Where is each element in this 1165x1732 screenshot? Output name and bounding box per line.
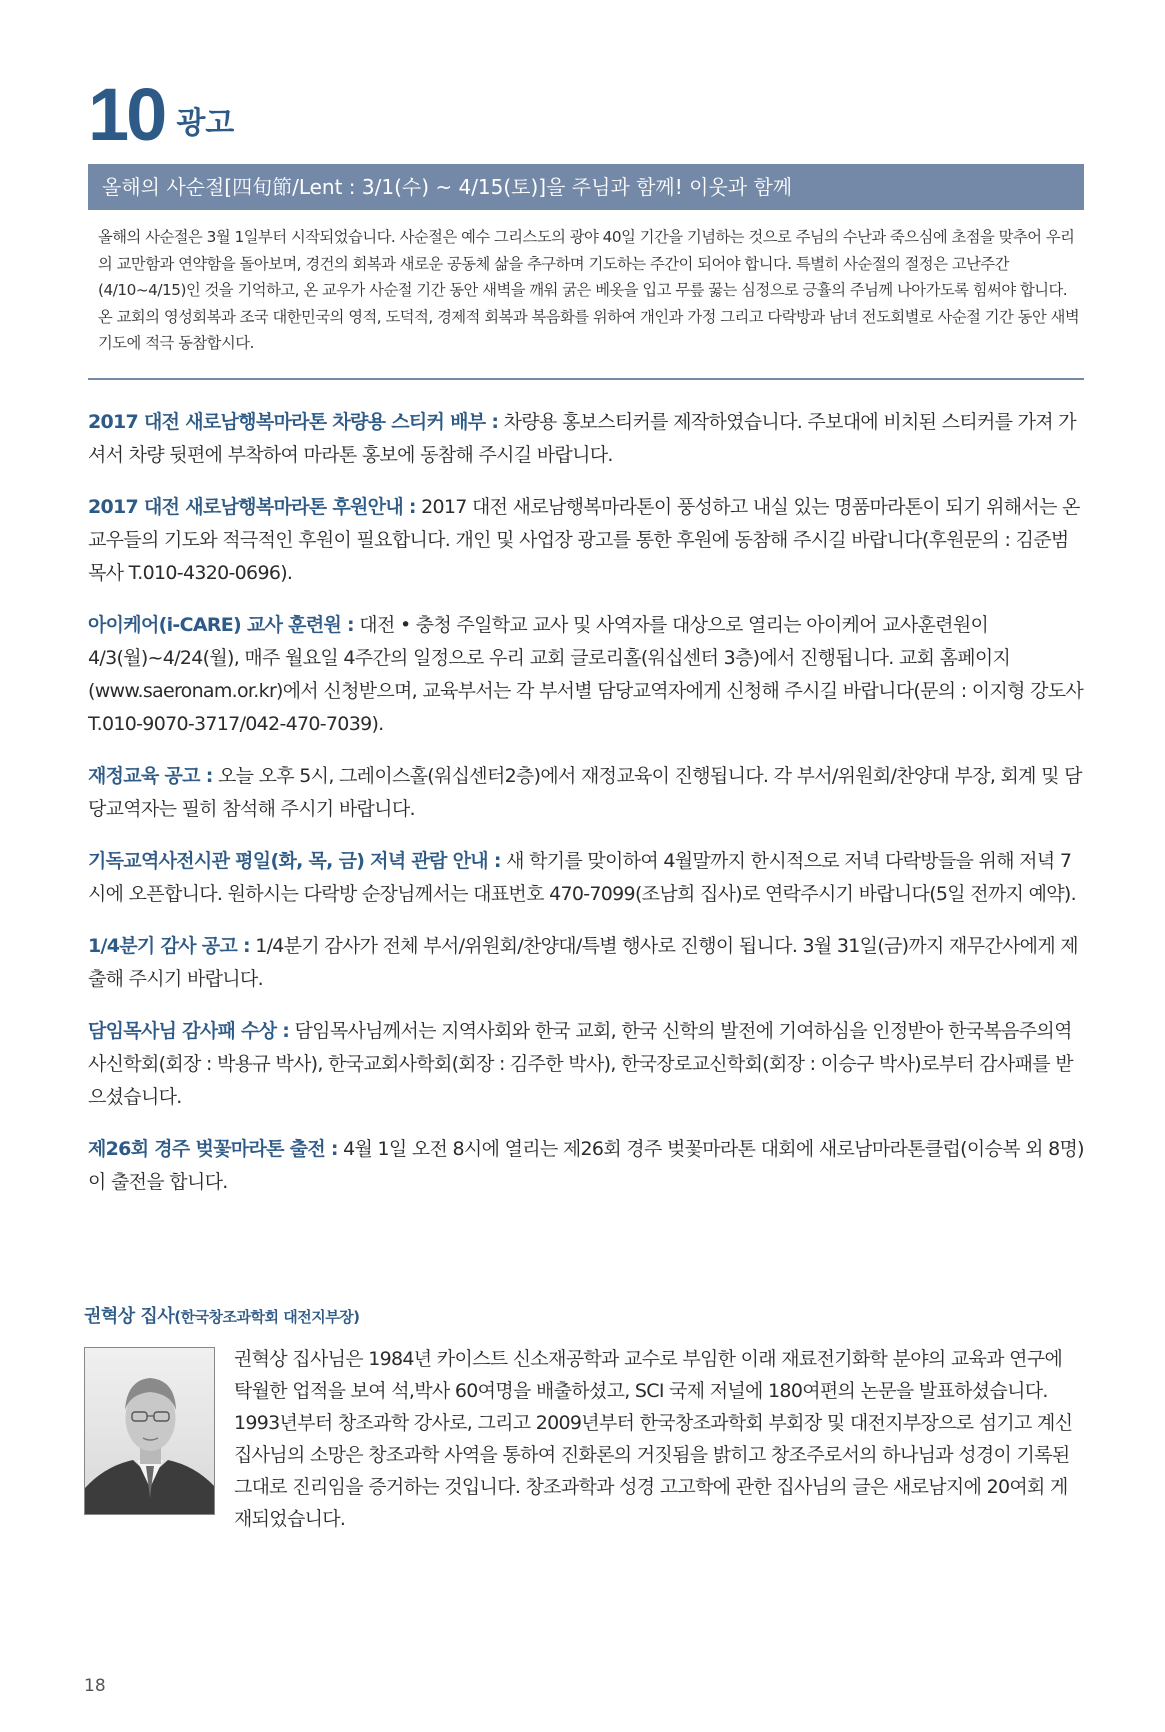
lent-banner: 올해의 사순절[四旬節/Lent : 3/1(수) ~ 4/15(토)]을 주님과 함께! 이웃과 함께 (88, 164, 1084, 210)
notice-item (88, 930, 1084, 996)
notice-heading: 담임목사님 감사패 수상 : (88, 1020, 290, 1042)
notice-list (88, 406, 1084, 1218)
notice-heading: 1/4분기 감사 공고 : (88, 935, 250, 957)
notice-body: 오늘 오후 5시, 그레이스홀(워십센터2층)에서 재정교육이 진행됩니다. 각 부서/위원회/찬양대 부장, 회계 및 담당교역자는 필히 참석해 주시기 바랍니다. (88, 765, 1082, 820)
notice-item (88, 1015, 1084, 1114)
notice-body: 1/4분기 감사가 전체 부서/위원회/찬양대/특별 행사로 진행이 됩니다. 3월 31일(금)까지 재무간사에게 제출해 주시기 바랍니다. (88, 935, 1078, 990)
notice-item (88, 609, 1084, 741)
section-header (88, 73, 235, 156)
notice-item (88, 491, 1084, 590)
notice-heading: 기독교역사전시관 평일(화, 목, 금) 저녁 관람 안내 : (88, 850, 501, 872)
profile-affiliation: (한국창조과학회 대전지부장) (174, 1308, 360, 1326)
divider (88, 378, 1084, 380)
notice-body: 담임목사님께서는 지역사회와 한국 교회, 한국 신학의 발전에 기여하심을 인정받아 한국복음주의역사신학회(회장 : 박용규 박사), 한국교회사학회(회장 : 김주한 박사), 한국장로교신학회(회장 : 이승구 박사)로부터 감사패를 받으셨습니다. (88, 1020, 1073, 1108)
lent-intro-paragraph: 올해의 사순절은 3월 1일부터 시작되었습니다. 사순절은 예수 그리스도의 광야 40일 기간을 기념하는 것으로 주님의 수난과 죽으심에 초점을 맞추어 우리의 교만함과 연약함을 돌아보며, 경건의 회복과 새로운 공동체 삶을 추구하며 기도하는 주간이 되어야 합니다. 특별히 사순절의 절정은 고난주간(4/10~4/15)인 것을 기억하고, 온 교우가 사순절 기간 동안 새벽을 깨워 굵은 베옷을 입고 무릎 꿇는 심정으로 긍휼의 주님께 나아가도록 힘써야 합니다. 온 교회의 영성회복과 조국 대한민국의 영적, 도덕적, 경제적 회복과 복음화를 위하여 개인과 가정 그리고 다락방과 남녀 전도회별로 사순절 기간 동안 새벽기도에 적극 동참합시다. (98, 228, 1080, 352)
notice-body: 4월 1일 오전 8시에 열리는 제26회 경주 벚꽃마라톤 대회에 새로남마라톤클럽(이승복 외 8명)이 출전을 합니다. (88, 1138, 1084, 1193)
section-title: 광고 (176, 106, 235, 141)
profile-name: 권혁상 집사 (84, 1306, 175, 1327)
notice-heading: 2017 대전 새로남행복마라톤 차량용 스티커 배부 : (88, 411, 499, 433)
portrait-image (85, 1348, 215, 1515)
notice-heading: 재정교육 공고 : (88, 765, 213, 787)
profile-heading (84, 1302, 360, 1328)
notice-heading: 2017 대전 새로남행복마라톤 후원안내 : (88, 496, 416, 518)
page-number: 18 (84, 1676, 106, 1696)
profile-photo (84, 1347, 215, 1515)
notice-body: 차량용 홍보스티커를 제작하였습니다. 주보대에 비치된 스티커를 가져 가셔서 차량 뒷편에 부착하여 마라톤 홍보에 동참해 주시길 바랍니다. (88, 411, 1076, 466)
section-number: 10 (88, 73, 165, 156)
notice-body: 대전 • 충청 주일학교 교사 및 사역자를 대상으로 열리는 아이케어 교사훈련원이 4/3(월)~4/24(월), 매주 월요일 4주간의 일정으로 우리 교회 글로리홀(워십센터 3층)에서 진행됩니다. 교회 홈페이지(www.saeronam.or.kr)에서 신청받으며, 교육부서는 각 부서별 담당교역자에게 신청해 주시길 바랍니다(문의 : 이지형 강도사 T.010-9070-3717/042-470-7039). (88, 614, 1084, 735)
notice-item (88, 1133, 1084, 1199)
profile-bio: 권혁상 집사님은 1984년 카이스트 신소재공학과 교수로 부임한 이래 재료전기화학 분야의 교육과 연구에 탁월한 업적을 보여 석,박사 60여명을 배출하셨고, SCI 국제 저널에 180여편의 논문을 발표하셨습니다. 1993년부터 창조과학 강사로, 그리고 2009년부터 한국창조과학회 부회장 및 대전지부장으로 섬기고 계신 집사님의 소망은 창조과학 사역을 통하여 진화론의 거짓됨을 밝히고 창조주로서의 하나님과 성경이 기록된 그대로 진리임을 증거하는 것입니다. 창조과학과 성경 고고학에 관한 집사님의 글은 새로남지에 20여회 게재되었습니다. (234, 1348, 1073, 1530)
notice-item (88, 760, 1084, 826)
notice-body: 2017 대전 새로남행복마라톤이 풍성하고 내실 있는 명품마라톤이 되기 위해서는 온 교우들의 기도와 적극적인 후원이 필요합니다. 개인 및 사업장 광고를 통한 후원에 동참해 주시길 바랍니다(후원문의 : 김준범 목사 T.010-4320-0696). (88, 496, 1080, 584)
notice-heading: 제26회 경주 벚꽃마라톤 출전 : (88, 1138, 338, 1160)
notice-body: 새 학기를 맞이하여 4월말까지 한시적으로 저녁 다락방들을 위해 저녁 7시에 오픈합니다. 원하시는 다락방 순장님께서는 대표번호 470-7099(조남희 집사)로 연락주시기 바랍니다(5일 전까지 예약). (88, 850, 1076, 905)
notice-heading: 아이케어(i-CARE) 교사 훈련원 : (88, 614, 354, 636)
notice-item (88, 406, 1084, 472)
notice-item (88, 845, 1084, 911)
